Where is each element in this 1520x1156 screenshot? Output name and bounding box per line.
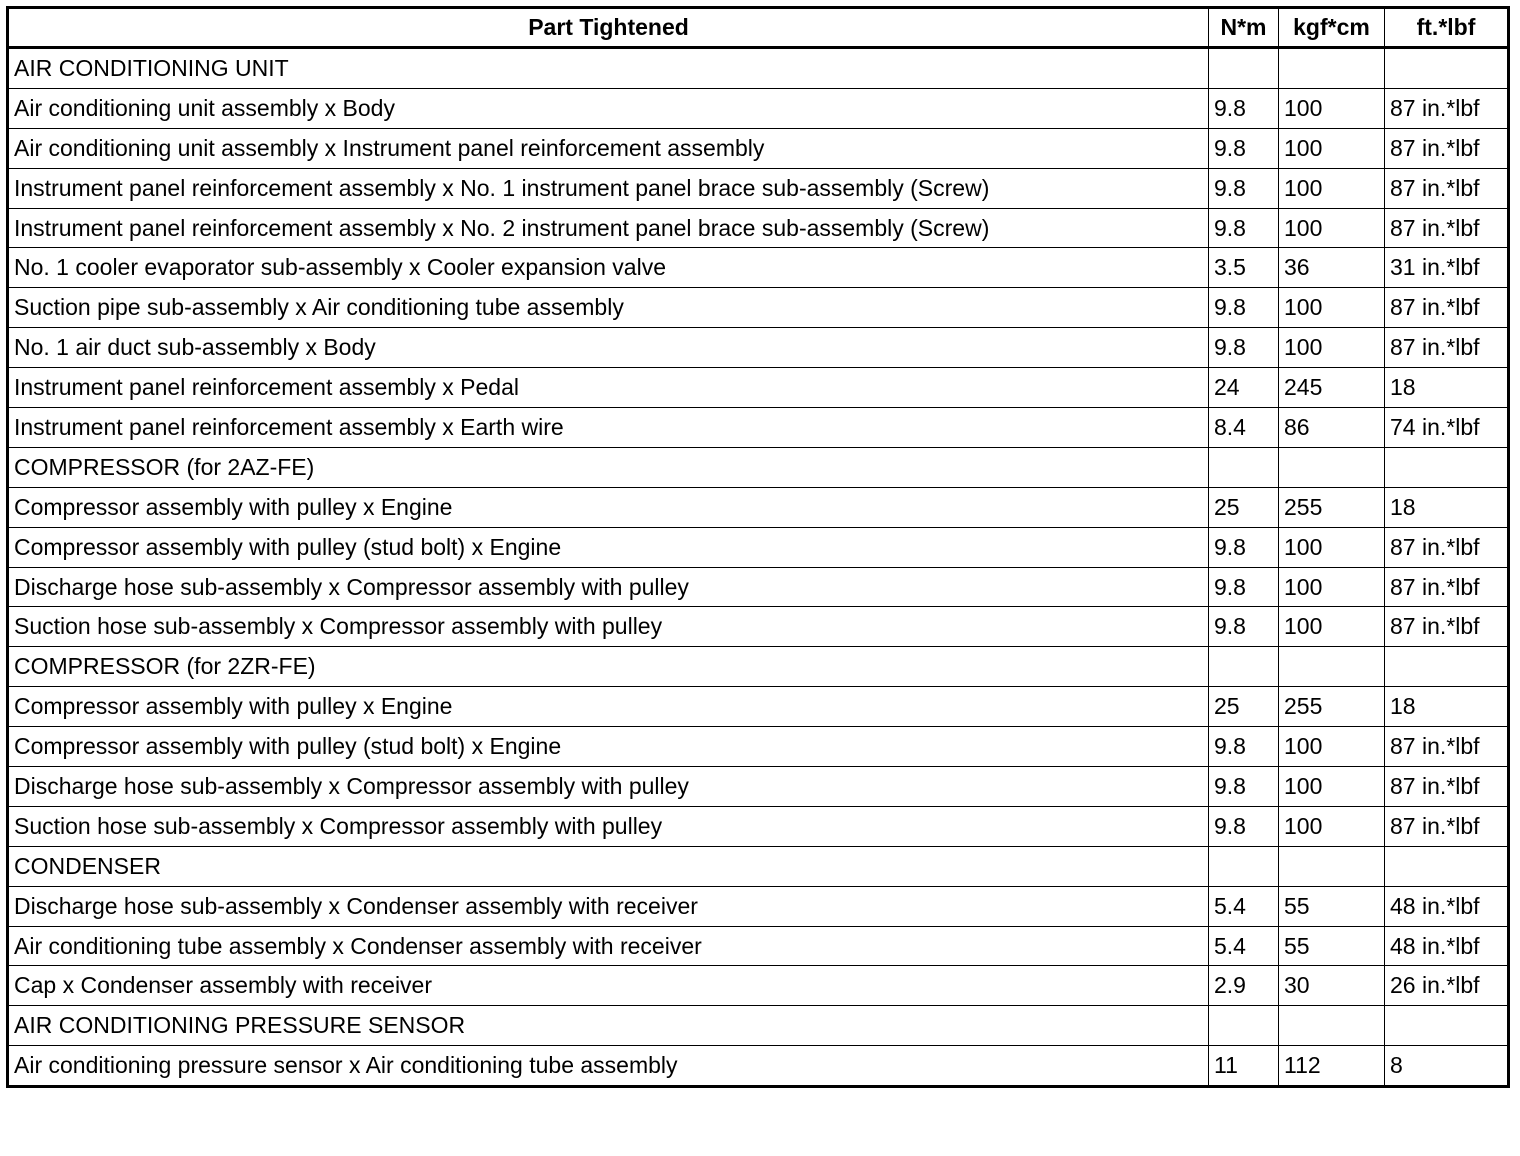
cell-ft-lbf: 26 in.*lbf xyxy=(1385,966,1509,1006)
cell-part: Air conditioning unit assembly x Body xyxy=(8,88,1209,128)
cell-ft-lbf: 87 in.*lbf xyxy=(1385,567,1509,607)
table-row xyxy=(8,168,1509,208)
table-row xyxy=(8,368,1509,408)
cell-part: Instrument panel reinforcement assembly x Pedal xyxy=(8,368,1209,408)
section-row xyxy=(8,447,1509,487)
table-row xyxy=(8,328,1509,368)
header-row xyxy=(8,8,1509,48)
cell-ft-lbf: 87 in.*lbf xyxy=(1385,767,1509,807)
cell-nm: 9.8 xyxy=(1209,806,1279,846)
cell-part: AIR CONDITIONING PRESSURE SENSOR xyxy=(8,1006,1209,1046)
cell-ft-lbf xyxy=(1385,48,1509,89)
header-kgf-cm: kgf*cm xyxy=(1279,8,1385,48)
table-row xyxy=(8,767,1509,807)
cell-kgf-cm: 30 xyxy=(1279,966,1385,1006)
cell-part: No. 1 air duct sub-assembly x Body xyxy=(8,328,1209,368)
cell-part: Compressor assembly with pulley x Engine xyxy=(8,487,1209,527)
cell-part: Suction hose sub-assembly x Compressor assembly with pulley xyxy=(8,607,1209,647)
table-row xyxy=(8,966,1509,1006)
table-row xyxy=(8,926,1509,966)
cell-ft-lbf: 18 xyxy=(1385,487,1509,527)
table-row xyxy=(8,567,1509,607)
cell-nm: 9.8 xyxy=(1209,607,1279,647)
table-row xyxy=(8,408,1509,448)
cell-nm xyxy=(1209,647,1279,687)
cell-part: CONDENSER xyxy=(8,846,1209,886)
cell-kgf-cm: 100 xyxy=(1279,88,1385,128)
cell-nm: 8.4 xyxy=(1209,408,1279,448)
cell-ft-lbf: 31 in.*lbf xyxy=(1385,248,1509,288)
cell-nm: 9.8 xyxy=(1209,168,1279,208)
cell-nm: 5.4 xyxy=(1209,886,1279,926)
table-row xyxy=(8,607,1509,647)
cell-part: Instrument panel reinforcement assembly x No. 2 instrument panel brace sub-assembly (Screw) xyxy=(8,208,1209,248)
cell-nm: 9.8 xyxy=(1209,567,1279,607)
cell-ft-lbf: 87 in.*lbf xyxy=(1385,288,1509,328)
cell-part: Air conditioning pressure sensor x Air conditioning tube assembly xyxy=(8,1046,1209,1087)
cell-kgf-cm: 100 xyxy=(1279,767,1385,807)
section-row xyxy=(8,647,1509,687)
cell-part: Discharge hose sub-assembly x Condenser assembly with receiver xyxy=(8,886,1209,926)
cell-part: Instrument panel reinforcement assembly x No. 1 instrument panel brace sub-assembly (Screw) xyxy=(8,168,1209,208)
cell-nm xyxy=(1209,48,1279,89)
cell-kgf-cm xyxy=(1279,1006,1385,1046)
cell-ft-lbf: 87 in.*lbf xyxy=(1385,208,1509,248)
cell-part: COMPRESSOR (for 2ZR-FE) xyxy=(8,647,1209,687)
cell-nm: 2.9 xyxy=(1209,966,1279,1006)
cell-part: Compressor assembly with pulley (stud bolt) x Engine xyxy=(8,527,1209,567)
cell-part: Compressor assembly with pulley x Engine xyxy=(8,687,1209,727)
cell-kgf-cm: 36 xyxy=(1279,248,1385,288)
cell-kgf-cm: 100 xyxy=(1279,168,1385,208)
cell-nm: 11 xyxy=(1209,1046,1279,1087)
table-row xyxy=(8,248,1509,288)
cell-kgf-cm: 100 xyxy=(1279,328,1385,368)
cell-ft-lbf xyxy=(1385,647,1509,687)
cell-kgf-cm xyxy=(1279,846,1385,886)
cell-part: No. 1 cooler evaporator sub-assembly x Cooler expansion valve xyxy=(8,248,1209,288)
cell-ft-lbf: 87 in.*lbf xyxy=(1385,128,1509,168)
cell-ft-lbf: 87 in.*lbf xyxy=(1385,727,1509,767)
cell-nm: 25 xyxy=(1209,487,1279,527)
cell-ft-lbf: 18 xyxy=(1385,687,1509,727)
cell-kgf-cm: 55 xyxy=(1279,886,1385,926)
cell-nm: 9.8 xyxy=(1209,288,1279,328)
cell-nm: 9.8 xyxy=(1209,767,1279,807)
cell-part: Compressor assembly with pulley (stud bolt) x Engine xyxy=(8,727,1209,767)
cell-ft-lbf: 87 in.*lbf xyxy=(1385,806,1509,846)
cell-nm xyxy=(1209,846,1279,886)
cell-nm xyxy=(1209,447,1279,487)
cell-kgf-cm: 255 xyxy=(1279,687,1385,727)
cell-ft-lbf: 87 in.*lbf xyxy=(1385,168,1509,208)
header-ft-lbf: ft.*lbf xyxy=(1385,8,1509,48)
cell-nm: 5.4 xyxy=(1209,926,1279,966)
cell-nm: 9.8 xyxy=(1209,208,1279,248)
cell-ft-lbf: 87 in.*lbf xyxy=(1385,527,1509,567)
cell-part: AIR CONDITIONING UNIT xyxy=(8,48,1209,89)
table-row xyxy=(8,727,1509,767)
cell-kgf-cm: 255 xyxy=(1279,487,1385,527)
header-part-tightened: Part Tightened xyxy=(8,8,1209,48)
cell-ft-lbf xyxy=(1385,846,1509,886)
torque-spec-table xyxy=(6,6,1510,1088)
cell-part: Air conditioning tube assembly x Condenser assembly with receiver xyxy=(8,926,1209,966)
cell-nm: 9.8 xyxy=(1209,328,1279,368)
cell-nm: 9.8 xyxy=(1209,88,1279,128)
cell-ft-lbf: 74 in.*lbf xyxy=(1385,408,1509,448)
table-row xyxy=(8,687,1509,727)
cell-ft-lbf: 87 in.*lbf xyxy=(1385,607,1509,647)
cell-kgf-cm: 55 xyxy=(1279,926,1385,966)
cell-kgf-cm: 100 xyxy=(1279,527,1385,567)
cell-part: Suction pipe sub-assembly x Air conditioning tube assembly xyxy=(8,288,1209,328)
cell-ft-lbf: 48 in.*lbf xyxy=(1385,886,1509,926)
cell-kgf-cm: 86 xyxy=(1279,408,1385,448)
table-row xyxy=(8,288,1509,328)
cell-ft-lbf: 87 in.*lbf xyxy=(1385,88,1509,128)
table-body xyxy=(8,48,1509,1087)
cell-kgf-cm: 100 xyxy=(1279,128,1385,168)
cell-nm: 9.8 xyxy=(1209,128,1279,168)
table-row xyxy=(8,1046,1509,1087)
cell-nm: 9.8 xyxy=(1209,527,1279,567)
header-nm: N*m xyxy=(1209,8,1279,48)
cell-ft-lbf: 18 xyxy=(1385,368,1509,408)
cell-part: Discharge hose sub-assembly x Compressor assembly with pulley xyxy=(8,767,1209,807)
cell-kgf-cm: 100 xyxy=(1279,567,1385,607)
cell-kgf-cm xyxy=(1279,447,1385,487)
cell-nm: 3.5 xyxy=(1209,248,1279,288)
cell-nm: 24 xyxy=(1209,368,1279,408)
cell-nm: 25 xyxy=(1209,687,1279,727)
cell-ft-lbf xyxy=(1385,447,1509,487)
cell-part: Air conditioning unit assembly x Instrument panel reinforcement assembly xyxy=(8,128,1209,168)
table-row xyxy=(8,527,1509,567)
cell-ft-lbf: 8 xyxy=(1385,1046,1509,1087)
cell-kgf-cm: 100 xyxy=(1279,208,1385,248)
cell-part: Discharge hose sub-assembly x Compressor assembly with pulley xyxy=(8,567,1209,607)
cell-ft-lbf: 48 in.*lbf xyxy=(1385,926,1509,966)
table-row xyxy=(8,886,1509,926)
cell-part: Cap x Condenser assembly with receiver xyxy=(8,966,1209,1006)
cell-kgf-cm: 100 xyxy=(1279,607,1385,647)
cell-ft-lbf: 87 in.*lbf xyxy=(1385,328,1509,368)
cell-kgf-cm: 100 xyxy=(1279,727,1385,767)
cell-nm: 9.8 xyxy=(1209,727,1279,767)
cell-kgf-cm: 245 xyxy=(1279,368,1385,408)
cell-ft-lbf xyxy=(1385,1006,1509,1046)
table-row xyxy=(8,806,1509,846)
section-row xyxy=(8,846,1509,886)
cell-kgf-cm xyxy=(1279,647,1385,687)
cell-part: COMPRESSOR (for 2AZ-FE) xyxy=(8,447,1209,487)
cell-kgf-cm xyxy=(1279,48,1385,89)
table-row xyxy=(8,88,1509,128)
cell-kgf-cm: 100 xyxy=(1279,806,1385,846)
table-row xyxy=(8,208,1509,248)
section-row xyxy=(8,1006,1509,1046)
cell-nm xyxy=(1209,1006,1279,1046)
cell-part: Instrument panel reinforcement assembly x Earth wire xyxy=(8,408,1209,448)
cell-part: Suction hose sub-assembly x Compressor assembly with pulley xyxy=(8,806,1209,846)
cell-kgf-cm: 112 xyxy=(1279,1046,1385,1087)
section-row xyxy=(8,48,1509,89)
table-row xyxy=(8,487,1509,527)
table-row xyxy=(8,128,1509,168)
cell-kgf-cm: 100 xyxy=(1279,288,1385,328)
